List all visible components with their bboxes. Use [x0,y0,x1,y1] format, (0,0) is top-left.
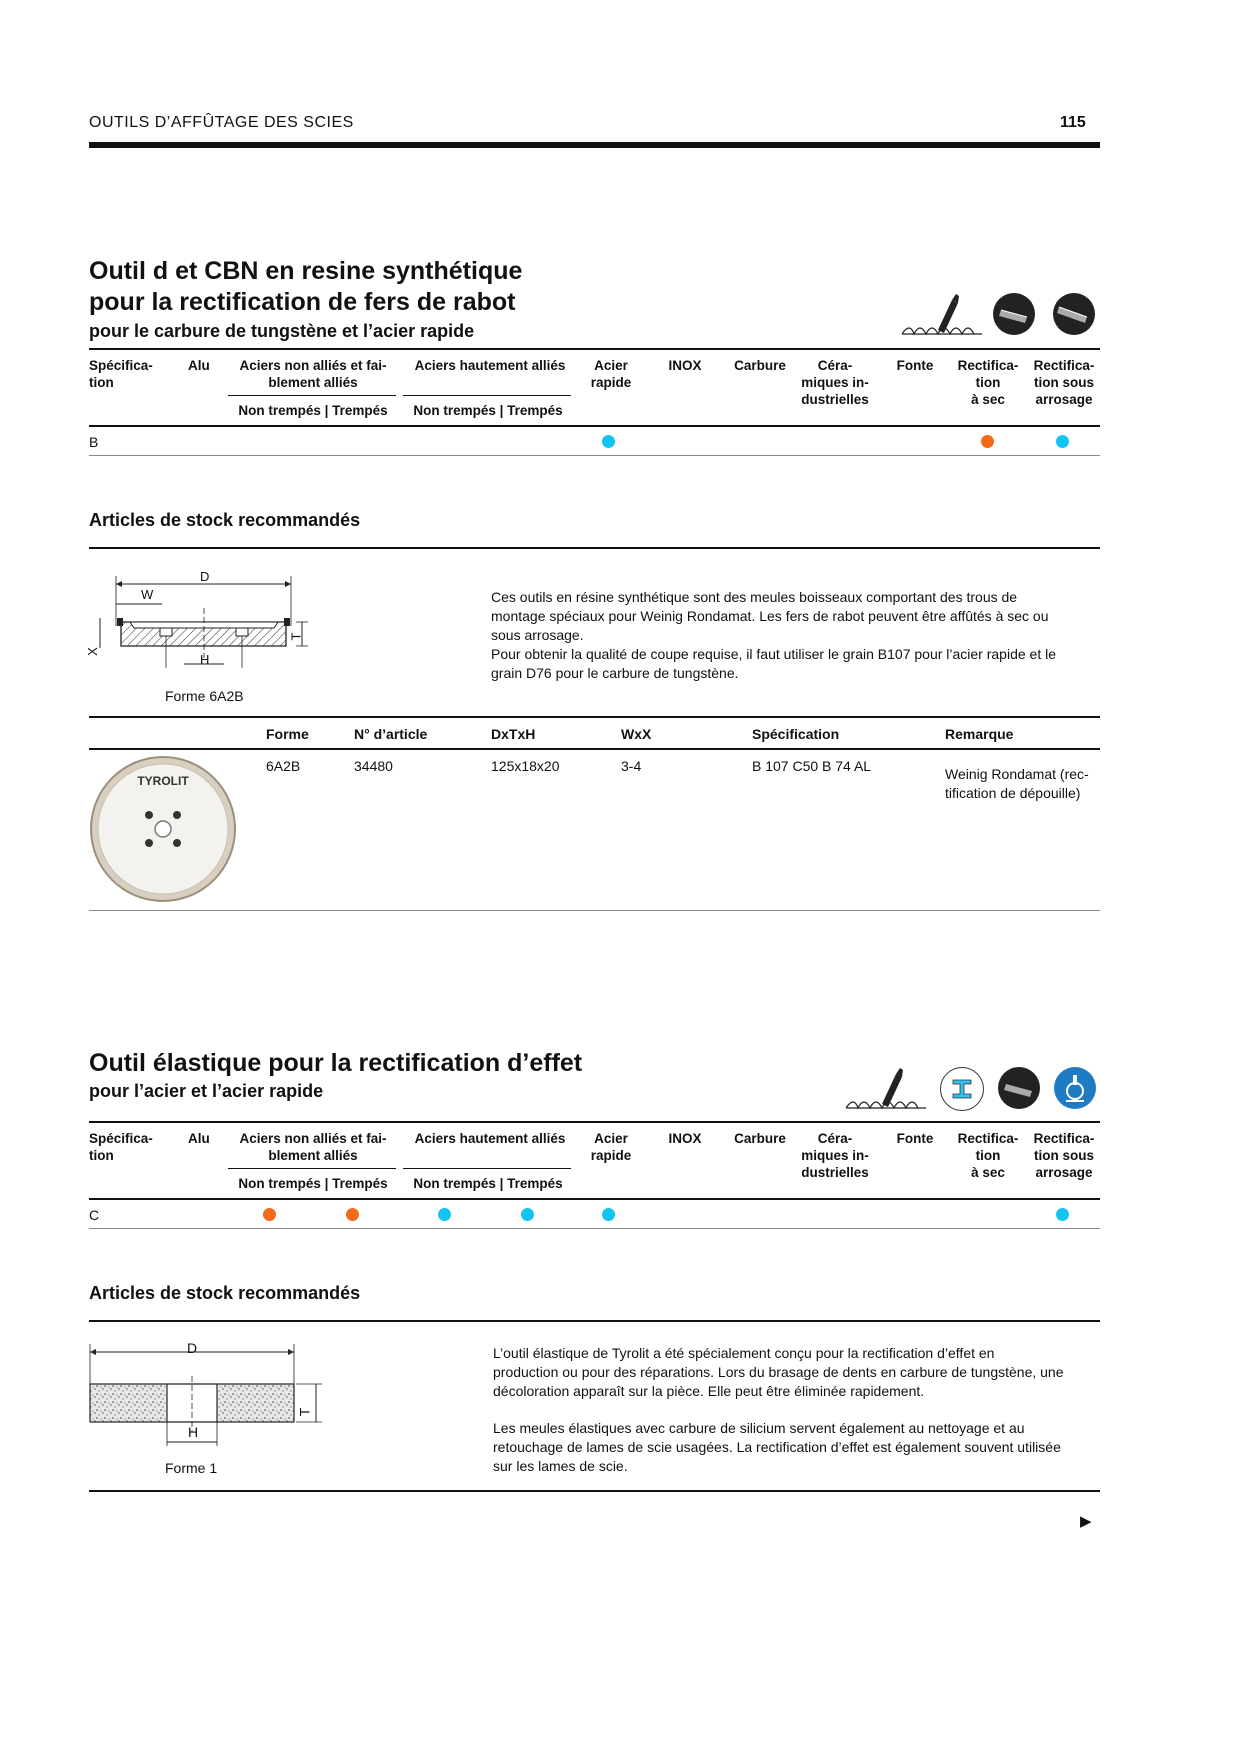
steel-beam-icon [940,1067,984,1111]
section1-title-line2: pour la rectification de fers de rabot [89,288,516,316]
table2-header-rule [89,1198,1100,1200]
flat-blade-wet-icon [1053,293,1095,335]
mark-sec [981,435,994,448]
t2-col-ceramiques: Céra- miques in- dustrielles [801,1131,869,1180]
mark-non-allies-non-trempes [263,1208,276,1221]
mark-hautement-non-trempes [438,1208,451,1221]
header-rule [89,142,1100,148]
t2-col-sec: Rectifica- tion à sec [957,1131,1019,1180]
grinding-wheel-product-image [89,755,237,903]
col-spec: Spécifica- tion [89,358,153,390]
section1-title-line1: Outil d et CBN en resine synthétique [89,257,523,285]
t2-col-spec: Spécifica- tion [89,1131,153,1163]
t2-col-hautement: Aciers hautement alliés [414,1131,566,1146]
art-col-remarque: Remarque [945,726,1014,742]
label-X: X [84,647,100,656]
art-col-forme: Forme [266,726,309,742]
col-alu: Alu [188,358,210,373]
table2-row-spec: C [89,1207,100,1223]
label-H: H [200,652,210,667]
art-forme: 6A2B [266,758,301,774]
saw-grinding-pencil-icon [844,1068,932,1114]
table2-bottom-rule [89,1228,1100,1229]
label-D: D [200,569,210,584]
section1-subtitle: pour le carbure de tungstène et l’acier rapide [89,321,475,341]
running-header-title: OUTILS D’AFFÛTAGE DES SCIES [89,114,354,131]
col-ceramiques: Céra- miques in- dustrielles [801,358,869,407]
articles-bottom-rule [89,910,1100,911]
sub-rule-non-allies [228,395,396,396]
table1-top-rule [89,348,1100,350]
flat-blade-dry-icon [998,1067,1040,1109]
stock2-rule [89,1320,1100,1322]
section2-bottom-rule [89,1490,1100,1492]
section2-description-p1: L’outil élastique de Tyrolit a été spécialement conçu pour la rectification d’effet en production ou pour des réparations. Lors du brasage de dents en carbure de tungstène, une décoloration apparaît sur la pièce. Elle peut être éliminée rapidement. [493,1345,1064,1399]
art-wx: 3-4 [621,758,642,774]
mark-hautement-trempes [521,1208,534,1221]
art-col-spec: Spécification [752,726,840,742]
t2-col-fonte: Fonte [896,1131,934,1146]
section2-title: Outil élastique pour la rectification d’effet [89,1049,583,1077]
t2-sub-label-hautement: Non trempés | Trempés [413,1176,563,1191]
col-arrosage: Rectifica- tion sous arrosage [1033,358,1095,407]
label-W: W [141,587,154,602]
section2-description-p2: Les meules élastiques avec carbure de silicium servent également au nettoyage et au retouchage de lames de scie usagées. La rectification d’effet est également souvent utilisée sur les lames de scie. [493,1420,1061,1474]
mark-acier-rapide [602,1208,615,1221]
articles-top-rule [89,716,1100,718]
t2-col-acier-rapide: Acier rapide [590,1131,632,1163]
art-dims: 125x18x20 [491,758,560,774]
table2-top-rule [89,1121,1100,1123]
flat-blade-dry-icon [993,293,1035,335]
mark-acier-rapide [602,435,615,448]
t2-sub-label-non-allies: Non trempés | Trempés [238,1176,388,1191]
t2-sub-rule-non-allies [228,1168,396,1169]
t2-sub-rule-hautement [403,1168,571,1169]
t2-col-carbure: Carbure [734,1131,786,1146]
col-inox: INOX [668,358,702,373]
section2-subtitle: pour l’acier et l’acier rapide [89,1081,324,1101]
t2-col-alu: Alu [188,1131,210,1146]
articles-header-rule [89,748,1100,750]
col-hautement: Aciers hautement alliés [414,358,566,373]
table1-header-rule [89,425,1100,427]
art-number: 34480 [354,758,393,774]
art-remarque: Weinig Rondamat (rec- tification de dépouille) [945,766,1089,801]
art-col-dims: DxTxH [491,726,536,742]
stock1-rule [89,547,1100,549]
col-fonte: Fonte [896,358,934,373]
col-sec: Rectifica- tion à sec [957,358,1019,407]
t2-col-non-allies: Aciers non alliés et fai- blement alliés [239,1131,387,1163]
wet-grinding-icon [1054,1067,1096,1109]
sub-rule-hautement [403,395,571,396]
saw-grinding-pencil-icon [900,294,988,340]
t2-col-arrosage: Rectifica- tion sous arrosage [1033,1131,1095,1180]
product-brand-text: TYROLIT [137,774,189,788]
mark-arrosage [1056,1208,1069,1221]
table1-row-spec: B [89,434,99,450]
col-carbure: Carbure [734,358,786,373]
section1-description: Ces outils en résine synthétique sont des meules boisseaux comportant des trous de montage spéciaux pour Weinig Rondamat. Les fers de rabot peuvent être affûtés à sec ou sous arrosage. Pour obtenir la qualité de coupe requise, il faut utiliser le grain B107 pour l’acier rapide et le grain D76 pour le carbure de tungstène. [491,589,1057,681]
section1-stock-heading: Articles de stock recommandés [89,510,361,530]
mark-arrosage [1056,435,1069,448]
col-acier-rapide: Acier rapide [590,358,632,390]
forme-1-drawing [86,1340,326,1450]
forme-1-caption: Forme 1 [165,1460,218,1476]
art-spec: B 107 C50 B 74 AL [752,758,872,774]
f1-label-D: D [187,1340,198,1356]
sub-label-hautement: Non trempés | Trempés [413,403,563,418]
f1-label-H: H [188,1424,199,1440]
mark-non-allies-trempes [346,1208,359,1221]
page-number: 115 [1060,114,1086,131]
forme-6a2b-caption: Forme 6A2B [165,688,244,704]
next-page-arrow-icon[interactable]: ▶ [1080,1513,1092,1530]
f1-label-T: T [296,1407,313,1417]
col-non-allies: Aciers non alliés et fai- blement alliés [239,358,387,390]
label-T: T [288,632,304,641]
art-col-wx: WxX [621,726,652,742]
sub-label-non-allies: Non trempés | Trempés [238,403,388,418]
t2-col-inox: INOX [668,1131,702,1146]
table1-bottom-rule [89,455,1100,456]
section2-stock-heading: Articles de stock recommandés [89,1283,361,1303]
art-col-article: N° d’article [354,726,428,742]
